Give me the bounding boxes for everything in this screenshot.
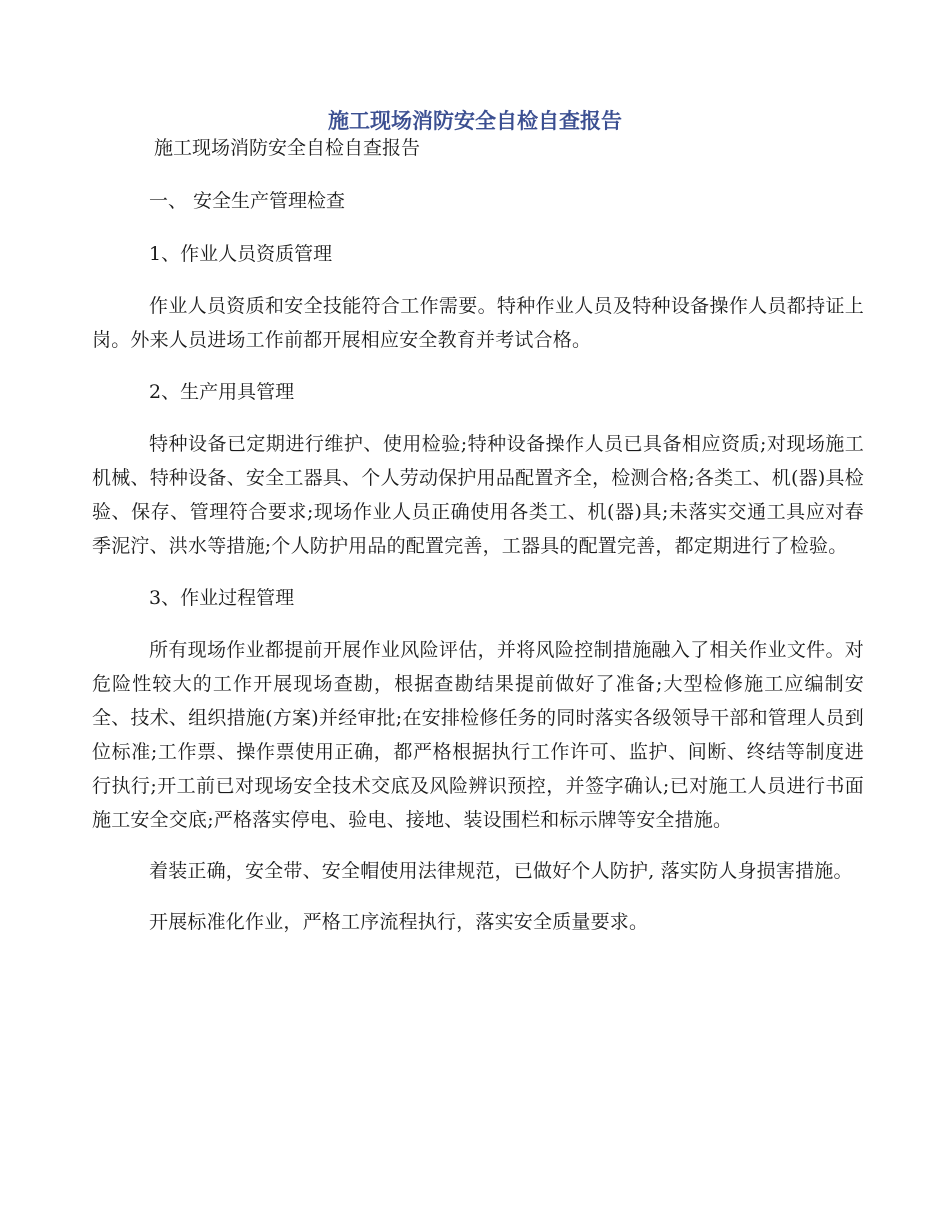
- subsection-heading-1: 1、作业人员资质管理: [149, 243, 333, 265]
- paragraph-personnel-qualification: 作业人员资质和安全技能符合工作需要。特种作业人员及特种设备操作人员都持证上岗。外来人员进场工作前都开展相应安全教育并考试合格。: [92, 295, 864, 351]
- paragraph-process-management: 所有现场作业都提前开展作业风险评估，并将风险控制措施融入了相关作业文件。对危险性较大的工作开展现场查勘，根据查勘结果提前做好了准备;大型检修施工应编制安全、技术、组织措施(方案)并经审批;在安排检修任务的同时落实各级领导干部和管理人员到位标准;工作票、操作票使用正确，都严格根据执行工作许可、监护、间断、终结等制度进行执行;开工前已对现场安全技术交底及风险辨识预控，并签字确认;已对施工人员进行书面施工安全交底;严格落实停电、验电、接地、装设围栏和标示牌等安全措施。: [92, 639, 864, 831]
- paragraph-personal-protection: 着装正确，安全带、安全帽使用法律规范，已做好个人防护, 落实防人身损害措施。: [149, 860, 853, 882]
- document-body: [92, 130, 864, 956]
- section-heading-1: 一、 安全生产管理检查: [149, 190, 346, 212]
- subsection-heading-3: 3、作业过程管理: [149, 587, 295, 609]
- paragraph-equipment-management: 特种设备已定期进行维护、使用检验;特种设备操作人员已具备相应资质;对现场施工机械、特种设备、安全工器具、个人劳动保护用品配置齐全，检测合格;各类工、机(器)具检验、保存、管理符合要求;现场作业人员正确使用各类工、机(器)具;未落实交通工具应对春季泥泞、洪水等措施;个人防护用品的配置完善，工器具的配置完善，都定期进行了检验。: [92, 433, 864, 557]
- document-subtitle: 施工现场消防安全自检自查报告: [154, 137, 421, 159]
- paragraph-standardized-work: 开展标准化作业，严格工序流程执行，落实安全质量要求。: [149, 911, 649, 933]
- document-title: 施工现场消防安全自检自查报告: [328, 109, 622, 133]
- subsection-heading-2: 2、生产用具管理: [149, 381, 295, 403]
